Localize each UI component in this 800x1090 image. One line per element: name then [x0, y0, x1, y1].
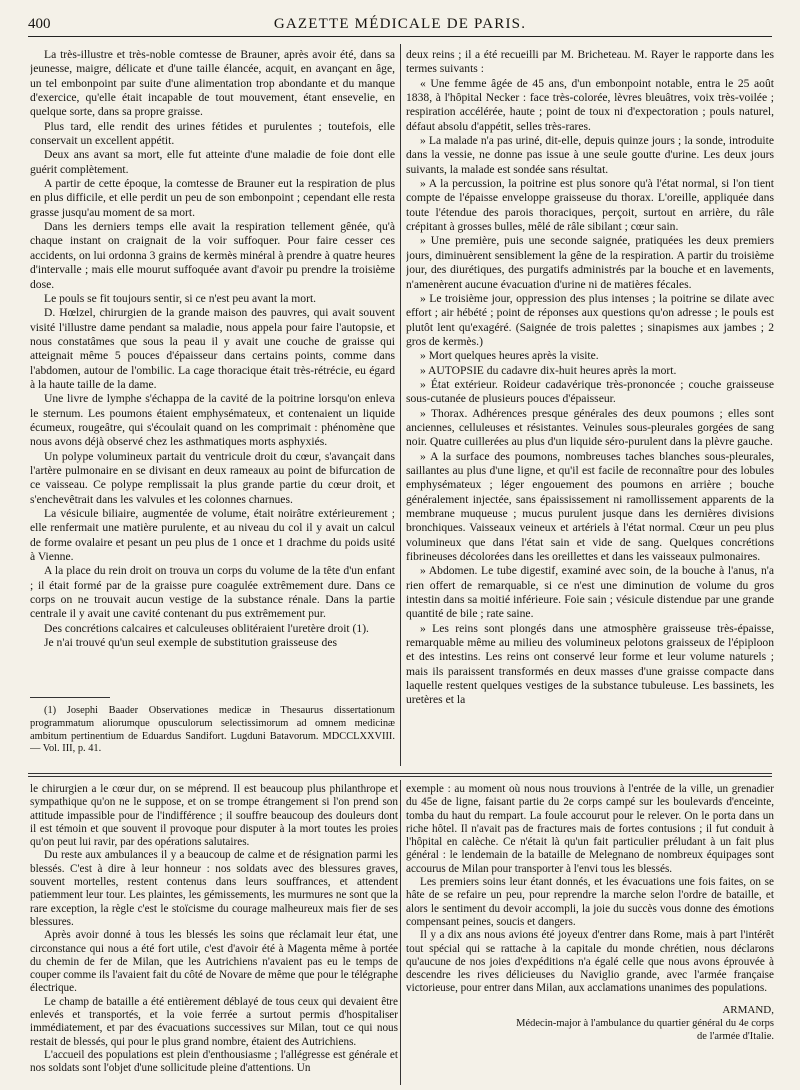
paragraph: Dans les derniers temps elle avait la respiration tellement gênée, qu'à chaque instant on craignait de la voir suffoquer. Pour faire cesser ces accidents, on lui ordonna 3 grains de kermès minéral à prendre à quatre heures d'intervalle ; mais elle mourut suffoquée avant d'avoir pu prendre la troisième dose. [30, 220, 395, 291]
top-left-column [30, 48, 395, 684]
section-rule-double [28, 776, 772, 777]
paragraph: Une livre de lymphe s'échappa de la cavité de la poitrine lorsqu'on enleva le sternum. Les poumons étaient emphysémateux, et contenaient un liquide écumeux, rougeâtre, qui s'écoulait quand on les comprimait : phénomène que nous avons déjà observé chez les asthmatiques morts asphyxiés. [30, 392, 395, 449]
paragraph: le chirurgien a le cœur dur, on se méprend. Il est beaucoup plus philanthrope et sympathique qu'on ne le suppose, et on se trompe étrangement si l'on prend son attitude impassible pour de l'indifférence ; il souffre beaucoup des douleurs dont il est témoin et que souvent il provoque pour disputer à la mort toutes les proies qu'on peut lui ravir, par des opérations salutaires. [30, 783, 398, 849]
paragraph: La très-illustre et très-noble comtesse de Brauner, après avoir été, dans sa jeunesse, maigre, délicate et d'une taille élancée, acquit, en avançant en âge, un tel embonpoint par suite d'une alimentation trop abondante et du manque d'exercice, qu'elle était incapable de tout mouvement, étant ensevelie, en quelque sorte, dans sa propre graisse. [30, 48, 395, 119]
paragraph: » A la percussion, la poitrine est plus sonore qu'à l'état normal, si l'on tient compte de l'épaisse enveloppe graisseuse du thorax. L'oreille, appliquée dans toute l'étendue des parois thoraciques, perçoit, surtout en arrière, du râle crépitant à grosses bulles, mêlé de râle sibilant ; cœur sain. [406, 177, 774, 234]
paragraph: La vésicule biliaire, augmentée de volume, était noirâtre extérieurement ; elle renfermait une matière purulente, et au niveau du col il y avait un calcul de forme ovalaire et pesant un peu plus de 1 once et 1 drachme du poids usité à Vienne. [30, 507, 395, 564]
signature-name: ARMAND, [722, 1003, 774, 1016]
paragraph: » Abdomen. Le tube digestif, examiné avec soin, de la bouche à l'anus, n'a rien offert de remarquable, si ce n'est une diminution de volume du gros intestin dans sa moitié inférieure. Foie sain ; vésicule distendue par une grande quantité de bile ; rate saine. [406, 564, 774, 621]
section-rule [28, 773, 772, 774]
column-divider-bottom [400, 780, 401, 1085]
paragraph: A partir de cette époque, la comtesse de Brauner eut la respiration de plus en plus difficile, et elle perdit un peu de son embonpoint ; cependant elle resta grasse jusqu'au moment de sa mort. [30, 177, 395, 219]
paragraph: L'accueil des populations est plein d'enthousiasme ; l'allégresse est générale et nos soldats sont l'objet d'une sollicitude pleine d'attentions. Un [30, 1048, 398, 1075]
paragraph: Un polype volumineux partait du ventricule droit du cœur, s'avançait dans l'artère pulmonaire en se divisant en deux rameaux au point de bifurcation de ce vaisseau. Ce polype remplissait la plus grande partie du cœur droit, et s'enchevêtrait dans les valvules et les colonnes charnues. [30, 449, 395, 506]
top-right-column [406, 48, 774, 762]
paragraph: « Une femme âgée de 45 ans, d'un embonpoint notable, entra le 25 août 1838, à l'hôpital Necker : face très-colorée, lèvres bleuâtres, voix très-voilée ; respiration accélérée, haute ; point de toux ni d'expectoration ; pouls naturel, défaut absolu d'appétit, selles très-rares. [406, 76, 774, 133]
signature-title: Médecin-major à l'ambulance du quartier général du 4e corps [516, 1018, 774, 1030]
paragraph: A la place du rein droit on trouva un corps du volume de la tête d'un enfant ; il était formé par de la graisse pure coagulée extrêmement dure. Dans ce corps on ne trouvait aucun vestige de la substance rénale. Dans la partie centrale il y avait une cavité contenant du pus extrêmement pur. [30, 564, 395, 621]
signature-unit: de l'armée d'Italie. [697, 1031, 774, 1043]
footnote-rule [30, 697, 110, 698]
column-divider-top [400, 44, 401, 766]
paragraph: deux reins ; il a été recueilli par M. Bricheteau. M. Rayer le rapporte dans les termes suivants : [406, 48, 774, 76]
paragraph: Les premiers soins leur étant donnés, et les évacuations une fois faites, on se hâte de se refaire un peu, pour reprendre la marche selon l'ordre de bataille, et alors le sentiment du devoir accompli, la joie du succès vous donne des émotions compensant peines, soucis et dangers. [406, 876, 774, 928]
paragraph: » Les reins sont plongés dans une atmosphère graisseuse très-épaisse, remarquable même au milieu des volumineux pelotons graisseux de l'épiploon et des intestins. Les reins ont conservé leur forme et leur volume naturels ; mais ils paraissent transformés en deux masses d'une graisse compacte dans laquelle restent quelques vestiges de la substance tubuleuse. Les bassinets, les uretères et la [406, 621, 774, 707]
paragraph: » AUTOPSIE du cadavre dix-huit heures après la mort. [420, 363, 677, 377]
paragraph: Je n'ai trouvé qu'un seul exemple de substitution graisseuse des [44, 636, 337, 650]
paragraph: D. Hœlzel, chirurgien de la grande maison des pauvres, qui avait souvent visité l'illustre dame pendant sa maladie, nous appela pour faire l'autopsie, et nous constatâmes que sous la peau il y avait une couche de graisse qui atteignait même 5 pouces d'épaisseur dans certains points, comme dans l'abdomen, autour de l'ombilic. La cage thoracique était très-rétrécie, eu égard à la haute taille de la dame. [30, 306, 395, 391]
paragraph: Après avoir donné à tous les blessés les soins que réclamait leur état, une circonstance qui nous a été fort utile, c'est d'avoir été à Magenta même à portée du chemin de fer de Milan, que les Autrichiens n'avaient pas eu le temps de couper comme ils l'avaient fait du côté de Novare de même que pour le télégraphe électrique. [30, 929, 398, 995]
bottom-left-column [30, 783, 398, 1083]
paragraph: Des concrétions calcaires et calculeuses oblitéraient l'uretère droit (1). [44, 621, 369, 635]
page-number: 400 [28, 16, 51, 32]
paragraph: Deux ans avant sa mort, elle fut atteinte d'une maladie de foie dont elle guérit complètement. [30, 148, 395, 176]
paragraph: Du reste aux ambulances il y a beaucoup de calme et de résignation parmi les blessés. C'est à dire à leur honneur : nos soldats avec des blessures graves, souvent mortelles, restent contenus dans leurs souffrances, et attendent patiemment leur tour. Les plaintes, les gémissements, les murmures ne sont que la rare exception, la règle c'est le stoïcisme du courage malheureux mais fier de ses blessures. [30, 849, 398, 928]
paragraph: » Une première, puis une seconde saignée, pratiquées les deux premiers jours, diminuèrent sensiblement la gêne de la respiration. A partir du troisième jour, des diurétiques, des purgatifs administrés par la bouche et en lavements, n'amenèrent aucune évacuation d'urine ni de matières fécales. [406, 234, 774, 291]
paragraph: exemple : au moment où nous nous trouvions à l'entrée de la ville, un grenadier du 45e de ligne, faisant partie du 2e corps campé sur les boulevards d'enceinte, tomba du haut du rempart. La foule accourut pour le relever. On le porta dans un riche hôtel. Il n'avait pas de fractures mais de fortes contusions ; il fut conduit à l'hôpital en calèche. Ce n'était là qu'un fait particulier préludant à un fait plus général : le lendemain de la bataille de Melegnano de nombreux équipages sont accourus de Milan pour transporter à l'envi tous les blessés. [406, 783, 774, 875]
paragraph: Plus tard, elle rendit des urines fétides et purulentes ; toutefois, elle conservait un excellent appétit. [30, 119, 395, 148]
footnote [30, 705, 395, 765]
bottom-right-column [406, 783, 774, 1083]
paragraph: » Le troisième jour, oppression des plus intenses ; la poitrine se dilate avec effort ; air hébété ; point de réponses aux questions qu'on adresse ; le pouls est plutôt lent qu'exagéré. (Saignée de trois palettes ; sinapismes aux jambes ; 2 gros de kermès.) [406, 291, 774, 348]
page-header [28, 14, 772, 37]
paragraph: » La malade n'a pas uriné, dit-elle, depuis quinze jours ; la sonde, introduite dans la vessie, ne donne pas issue à une seule goutte d'urine. Les deux jours suivants, la malade est sondée sans résultat. [406, 134, 774, 176]
paragraph: » Mort quelques heures après la visite. [420, 349, 599, 363]
paragraph: Il y a dix ans nous avions été joyeux d'entrer dans Rome, mais à part l'intérêt tout spécial qui se rattache à la capitale du monde chrétien, nous déclarons qu'aucune de nos joies d'expéditions n'a égalé celle que nous avons éprouvée à descendre les rives délicieuses du Naviglio grande, avec l'armée française victorieuse, pour entrer dans Milan, aux acclamations unanimes des populations. [406, 929, 774, 995]
paragraph: Le champ de bataille a été entièrement déblayé de tous ceux qui devaient être enlevés et transportés, et la voie ferrée a surtout permis d'hospitaliser immédiatement, et par des évacuations successives sur Milan, tout ce qui nous restait de blessés, qui pour le plus grand nombre, étaient des Autrichiens. [30, 995, 398, 1048]
paragraph: » État extérieur. Roideur cadavérique très-prononcée ; couche graisseuse sous-cutanée de plusieurs pouces d'épaisseur. [406, 377, 774, 406]
paragraph: » A la surface des poumons, nombreuses taches blanches sous-pleurales, saillantes au plus d'une ligne, et qu'il est facile de reconnaître pour des lobules emphysémateux ; léger engouement des poumons en arrière ; bouche généralement injectée, sans épaississement ni ramollissement apparents de la membrane muqueuse ; mucus purulent jusque dans les dernières divisions bronchiques. Vaisseaux veineux et artériels à l'état normal. Cœur un peu plus volumineux que dans l'état sain et vide de sang. Quelques concrétions fibrineuses décolorées dans les oreillettes et dans les vaisseaux pulmonaires. [406, 449, 774, 564]
paragraph: Le pouls se fit toujours sentir, si ce n'est peu avant la mort. [44, 291, 317, 305]
journal-title: GAZETTE MÉDICALE DE PARIS. [273, 16, 527, 32]
paragraph: » Thorax. Adhérences presque générales des deux poumons ; elles sont anciennes, celluleuses et résistantes. Veinules sous-pleurales gorgées de sang noir. Quatre cuillerées au plus d'un liquide séro-purulent dans la plèvre gauche. [406, 406, 774, 449]
footnote-text: (1) Josephi Baader Observationes medicæ in Thesaurus dissertationum programmatum aliorumque opusculorum selectissimorum ad omnem medicinæ ambitum pertinentium de Eduardus Sandifort. Lugduni Batavorum. MDCCLXXVIII. — Vol. III, p. 41. [30, 705, 395, 755]
